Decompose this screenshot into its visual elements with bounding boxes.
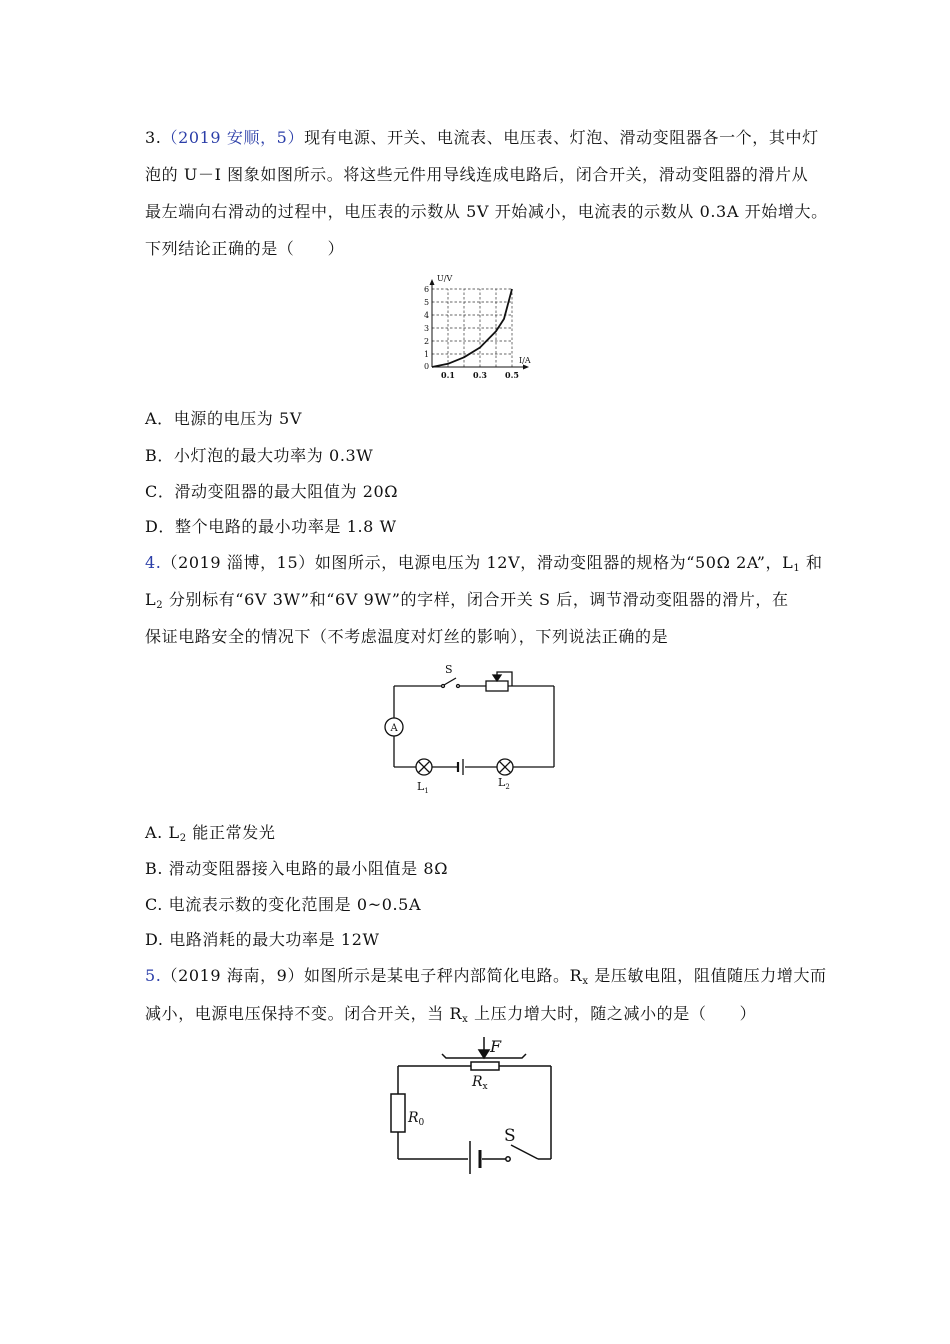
x-tick-label: 0.3 [473, 370, 487, 380]
q4-option-a [145, 822, 275, 850]
q4-text-2: 分别标有“6V 3W”和“6V 9W”的字样，闭合开关 S 后，调节滑动变阻器的滑片，在 [163, 590, 789, 609]
origin-label: 0 [424, 362, 430, 371]
q3-line-2: 泡的 U－I 图象如图所示。将这些元件用导线连成电路后，闭合开关，滑动变阻器的滑片从 [145, 165, 809, 184]
y-axis-arrow [430, 279, 435, 285]
x-tick-label: 0.1 [441, 370, 455, 380]
q5-text-1-rest: 是压敏电阻，阻值随压力增大而 [588, 966, 827, 985]
q4-circuit-figure [350, 658, 570, 798]
q5-switch-contact [506, 1157, 510, 1161]
ui-graph [416, 270, 540, 385]
q5-text-2-rest: 上压力增大时，随之减小的是（ ） [468, 1004, 757, 1023]
q5-number[interactable]: 5. [145, 966, 162, 985]
q5-switch-blade [511, 1145, 538, 1159]
r0-resistor [391, 1094, 405, 1132]
x-tick-label: 0.5 [505, 370, 519, 380]
q3-line-4: 下列结论正确的是（ ） [145, 239, 345, 258]
q4-text-1-end: 和 [800, 553, 823, 572]
q4-text-1: （2019 淄博，15）如图所示，电源电压为 12V，滑动变阻器的规格为“50Ω 2A”，L [161, 553, 794, 572]
q4-line-3: 保证电路安全的情况下（不考虑温度对灯丝的影响），下列说法正确的是 [145, 627, 669, 646]
q5-circuit-figure [380, 1034, 565, 1174]
q4-option-b: B. 滑动变阻器接入电路的最小阻值是 8Ω [145, 859, 449, 878]
q4-opt-a-rest: 能正常发光 [186, 823, 276, 842]
q4-option-d: D. 电路消耗的最大功率是 12W [145, 930, 380, 949]
q3-text-1: 现有电源、开关、电流表、电压表、灯泡、滑动变阻器各一个，其中灯 [304, 128, 819, 147]
q3-option-c: C．滑动变阻器的最大阻值为 20Ω [145, 482, 399, 501]
y-tick-label: 4 [424, 311, 430, 320]
q5-line-1 [145, 965, 827, 993]
rheostat-slider-arrow [493, 675, 501, 681]
y-tick-label: 2 [424, 337, 430, 346]
y-tick-label: 1 [424, 350, 430, 359]
ammeter-label: A [390, 723, 398, 734]
q4-l2-symbol: L [145, 590, 157, 609]
q4-option-c: C. 电流表示数的变化范围是 0~0.5A [145, 895, 422, 914]
y-tick-label: 5 [424, 298, 430, 307]
switch-blade [444, 678, 456, 685]
q5-l2-sub: x [462, 1014, 469, 1025]
q3-line-3: 最左端向右滑动的过程中，电压表的示数从 5V 开始减小，电流表的示数从 0.3A 开始增大。 [145, 202, 828, 221]
q5-l1-sub: x [582, 976, 589, 987]
r0-label: $R_0$ [408, 1110, 425, 1128]
lamp1-label: $L_1$ [417, 780, 429, 795]
q4-l1-sub: 1 [793, 563, 801, 574]
q3-option-d: D．整个电路的最小功率是 1.8 W [145, 517, 397, 536]
q3-option-a: A．电源的电压为 5V [145, 409, 302, 428]
rx-label: $R_x$ [472, 1074, 488, 1092]
q3-option-b: B．小灯泡的最大功率为 0.3W [145, 446, 374, 465]
q5-circuit-diagram [380, 1034, 565, 1174]
x-axis-label: I/A [519, 356, 531, 365]
q5-text-1: （2019 海南，9）如图所示是某电子秤内部简化电路。R [161, 966, 583, 985]
y-tick-label: 3 [424, 324, 430, 333]
q4-circuit-diagram [350, 658, 570, 798]
q4-number[interactable]: 4. [145, 553, 162, 572]
x-axis-arrow [523, 365, 529, 370]
q4-l2-sub: 2 [156, 600, 164, 611]
q5-line-2 [145, 1003, 756, 1031]
y-axis-label: U/V [437, 274, 453, 283]
rheostat-slider-wire [497, 672, 512, 686]
q3-source[interactable]: （2019 安顺，5） [161, 128, 305, 147]
lamp2-label: $L_2$ [498, 776, 510, 791]
q3-line-1 [145, 127, 819, 149]
switch-label: S [445, 663, 453, 676]
rheostat-body [486, 681, 508, 691]
q3-number: 3. [145, 128, 162, 147]
q4-opt-a-sub: 2 [179, 833, 187, 844]
y-tick-label: 6 [424, 285, 430, 294]
ui-graph-figure [416, 270, 540, 385]
q5-switch-label: S [504, 1126, 516, 1146]
q4-line-2 [145, 589, 789, 617]
force-arrow-head [479, 1050, 489, 1058]
q4-opt-a-text: A. L [145, 823, 180, 842]
force-label: F [490, 1037, 502, 1056]
q5-text-2: 减小，电源电压保持不变。闭合开关，当 R [145, 1004, 463, 1023]
rx-resistor [471, 1062, 499, 1070]
q4-line-1 [145, 552, 823, 580]
